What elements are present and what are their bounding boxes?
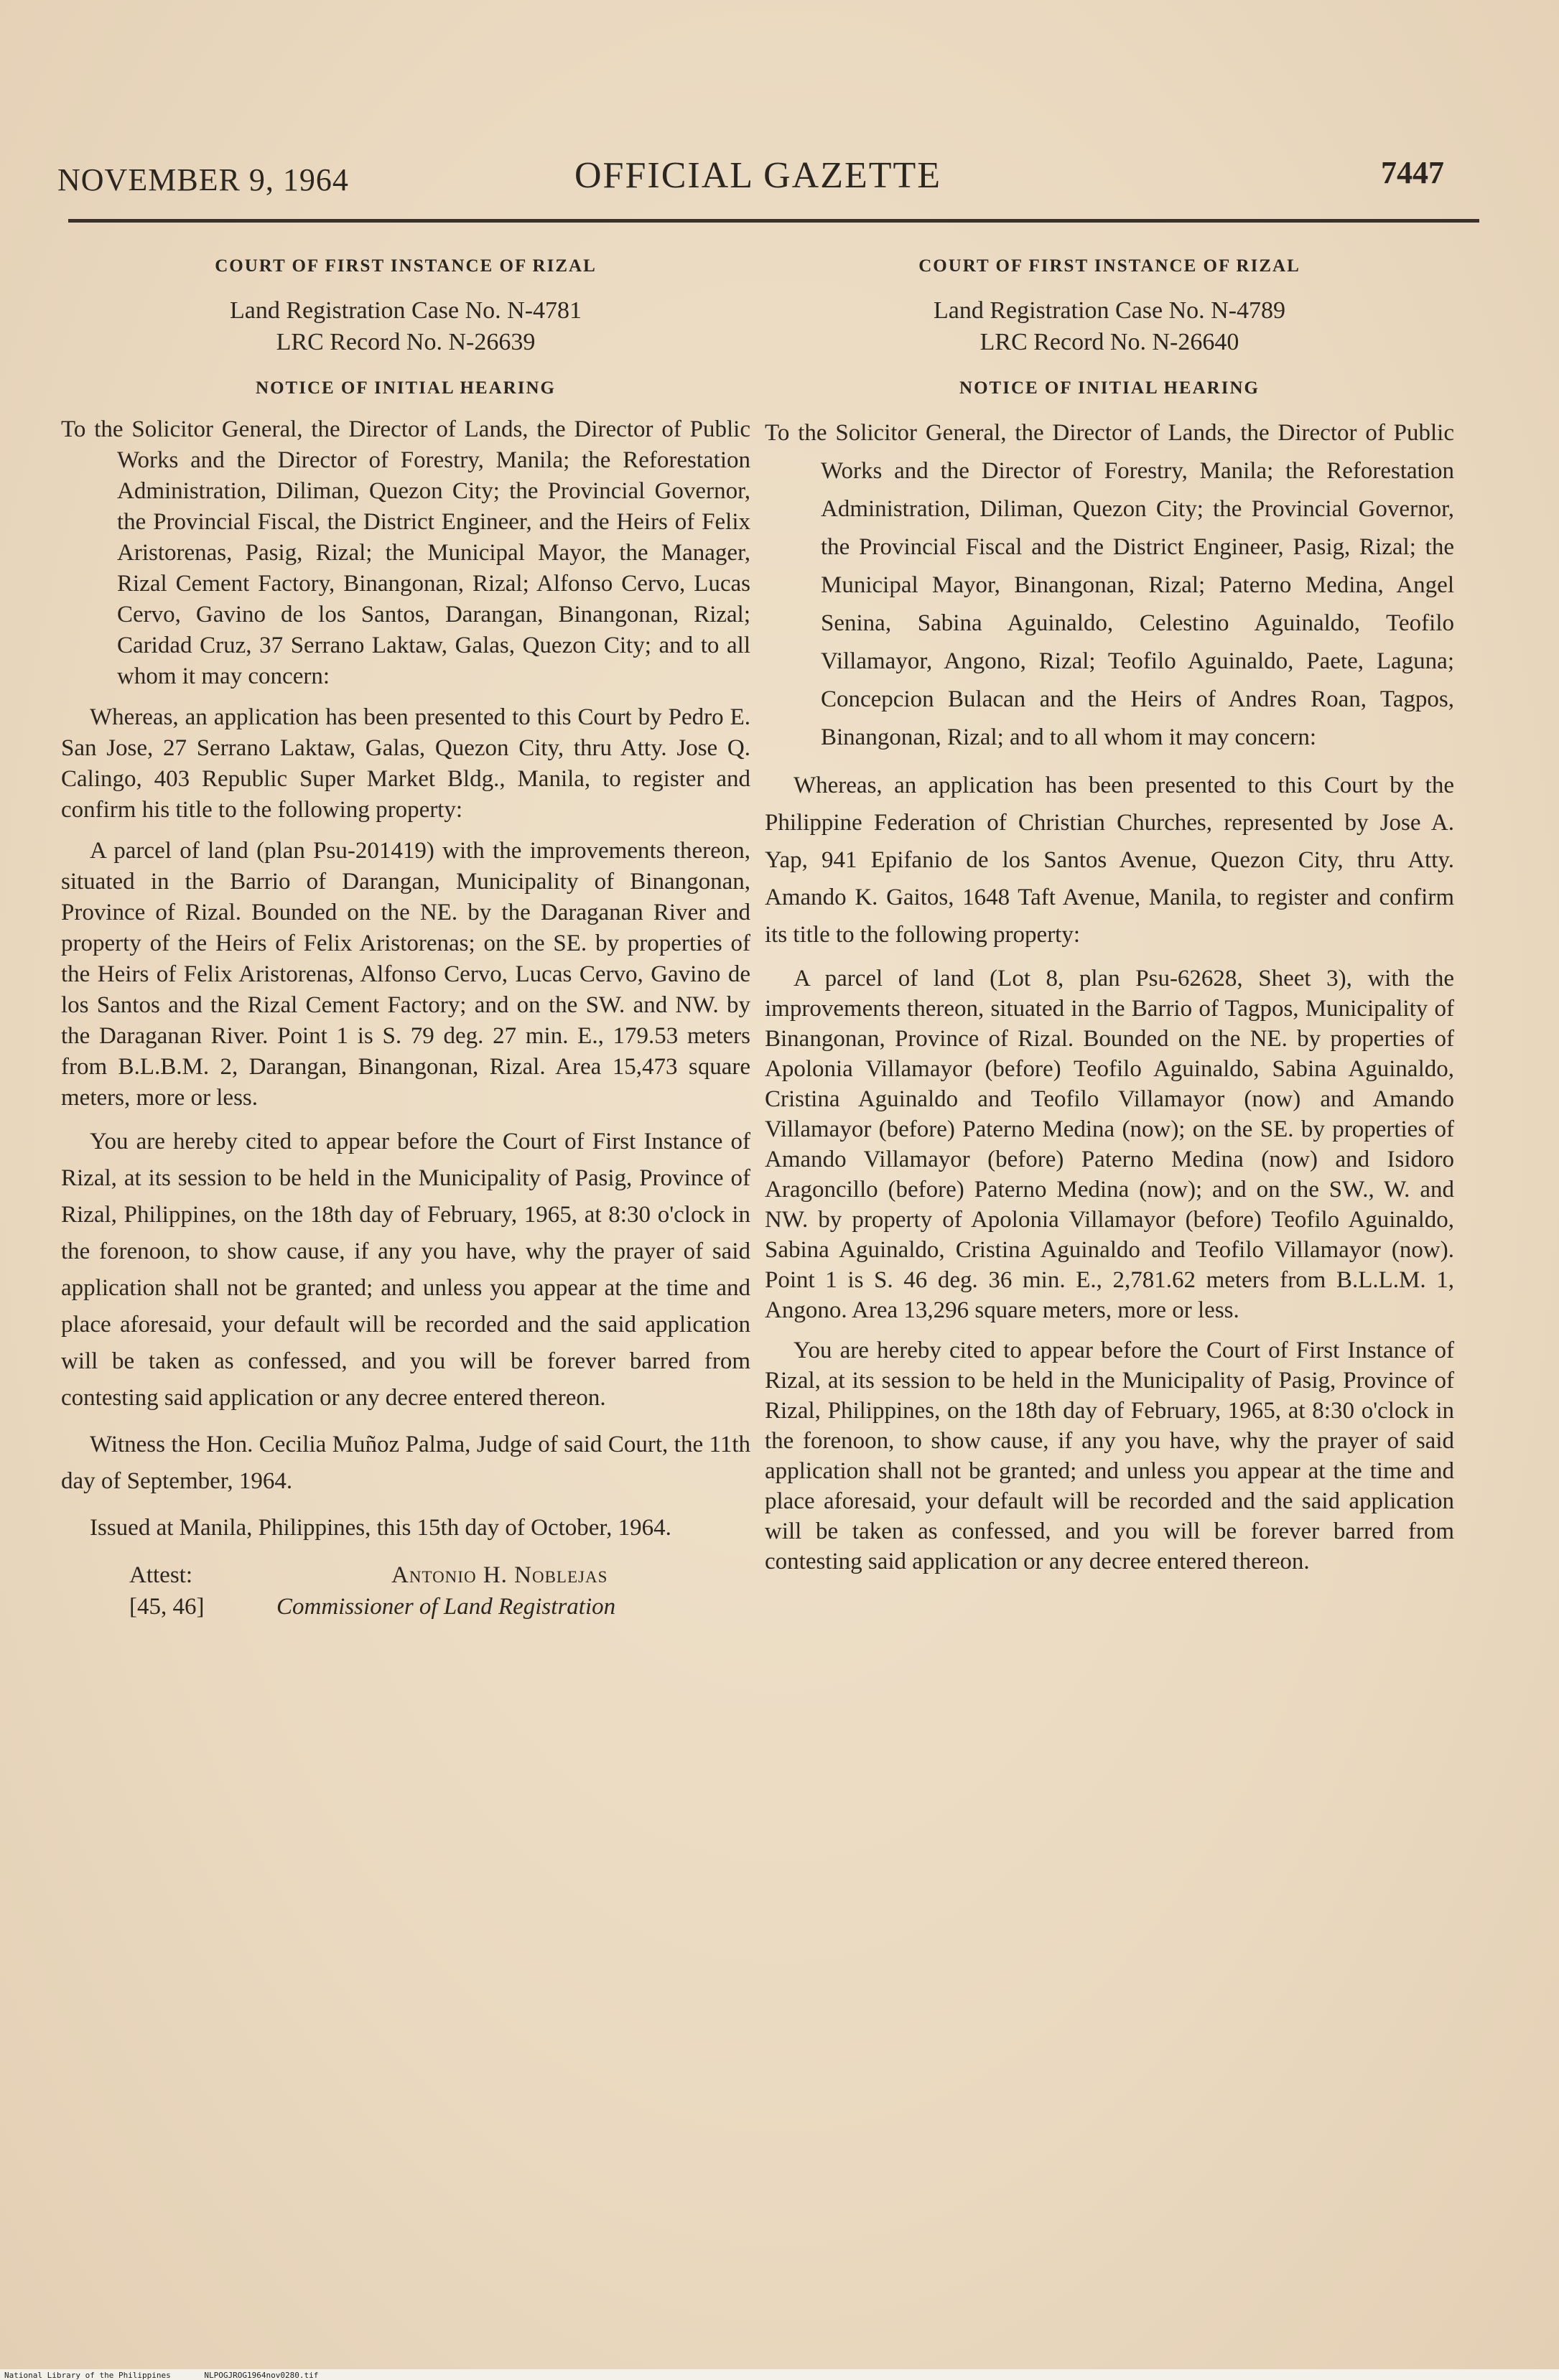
right-case-number: Land Registration Case No. N-4789: [933, 297, 1286, 324]
left-witness-paragraph: Witness the Hon. Cecilia Muñoz Palma, Judge of said Court, the 11th day of September, 1964.: [61, 1432, 750, 1494]
left-issued-paragraph: Issued at Manila, Philippines, this 15th day of October, 1964.: [90, 1515, 671, 1541]
footer-file: NLPOGJROG1964nov0280.tif: [204, 2371, 319, 2380]
left-court-heading: COURT OF FIRST INSTANCE OF RIZAL: [215, 256, 597, 276]
right-addressee: To the Solicitor General, the Director of Lands, the Director of Public Works and the Director of Forestry, Manila; the Reforestation Administration, Diliman, Quezon City; the Provincial Governor, the Provincial Fiscal and the District Engineer, Pasig, Rizal; the Municipal Mayor, Binangonan, Rizal; Paterno Medina, Angel Senina, Sabina Aguinaldo, Celestino Aguinaldo, Teofilo Villamayor, Angono, Rizal; Teofilo Aguinaldo, Paete, Laguna; Concepcion Bulacan and the Heirs of Andres Roan, Tagpos, Binangonan, Rizal; and to all whom it may concern:: [765, 420, 1454, 750]
page-header: [57, 154, 1444, 197]
right-record-number: LRC Record No. N-26640: [979, 329, 1239, 355]
scan-footer: [4, 2371, 347, 2380]
right-court-heading: COURT OF FIRST INSTANCE OF RIZAL: [918, 256, 1300, 276]
right-whereas-paragraph: Whereas, an application has been presented to this Court by the Philippine Federation of Christian Churches, represented by Jose A. Yap, 941 Epifanio de los Santos Avenue, Quezon City, thru Atty. Amando K. Gaitos, 1648 Taft Avenue, Manila, to register and confirm its title to the following property:: [765, 773, 1454, 948]
left-notice-heading: NOTICE OF INITIAL HEARING: [256, 378, 556, 398]
right-parcel-paragraph: A parcel of land (Lot 8, plan Psu-62628, Sheet 3), with the improvements thereon, situated in the Barrio of Tagpos, Municipality of Binangonan, Province of Rizal. Bounded on the NE. by properties of Apolonia Villamayor (before) Teofilo Aguinaldo, Sabina Aguinaldo, Cristina Aguinaldo and Teofilo Villamayor (now) and Amando Villamayor (before) Paterno Medina (now); on the SE. by properties of Amando Villamayor (before) Paterno Medina (now) and Isidoro Aragoncillo (before) Paterno Medina (now); and on the SW., W. and NW. by property of Apolonia Villamayor (before) Teofilo Aguinaldo, Sabina Aguinaldo, Cristina Aguinaldo and Teofilo Villamayor (now). Point 1 is S. 46 deg. 36 min. E., 2,781.62 meters from B.L.L.M. 1, Angono. Area 13,296 square meters, more or less.: [765, 966, 1454, 1323]
issue-reference: [45, 46]: [129, 1594, 205, 1620]
header-date: NOVEMBER 9, 1964: [57, 162, 349, 197]
footer-source: National Library of the Philippines: [4, 2371, 171, 2380]
left-attestation: [61, 1559, 750, 1631]
left-parcel-paragraph: A parcel of land (plan Psu-201419) with the improvements thereon, situated in the Barrio of Darangan, Municipality of Binangonan, Province of Rizal. Bounded on the NE. by the Daraganan River and property of the Heirs of Felix Aristorenas; on the SE. by properties of the Heirs of Felix Aristorenas, Alfonso Cervo, Lucas Cervo, Gavino de los Santos and the Rizal Cement Factory; and on the SW. and NW. by the Daraganan River. Point 1 is S. 79 deg. 27 min. E., 179.53 meters from B.L.B.M. 2, Darangan, Binangonan, Rizal. Area 15,473 square meters, more or less.: [61, 838, 750, 1111]
left-column: [61, 248, 750, 1631]
right-cited-paragraph: You are hereby cited to appear before the Court of First Instance of Rizal, at its session to be held in the Municipality of Pasig, Province of Rizal, Philippines, on the 18th day of February, 1965, at 8:30 o'clock in the forenoon, to show cause, if any you have, why the prayer of said application shall not be granted; and unless you appear at the time and place aforesaid, your default will be recorded and the said application will be taken as confessed, and you will be forever barred from contesting said application or any decree entered thereon.: [765, 1338, 1454, 1574]
left-case-number: Land Registration Case No. N-4781: [229, 297, 582, 324]
header-rule: [68, 219, 1479, 223]
right-notice-heading: NOTICE OF INITIAL HEARING: [959, 378, 1260, 398]
left-addressee: To the Solicitor General, the Director of Lands, the Director of Public Works and the Director of Forestry, Manila; the Reforestation Administration, Diliman, Quezon City; the Provincial Governor, the Provincial Fiscal, the District Engineer, and the Heirs of Felix Aristorenas, Pasig, Rizal; the Municipal Mayor, the Manager, Rizal Cement Factory, Binangonan, Rizal; Alfonso Cervo, Lucas Cervo, Gavino de los Santos, Darangan, Binangonan, Rizal; Caridad Cruz, 37 Serrano Laktaw, Galas, Quezon City; and to all whom it may concern:: [61, 416, 750, 689]
header-page-number: 7447: [1381, 155, 1444, 190]
left-cited-paragraph: You are hereby cited to appear before the Court of First Instance of Rizal, at its session to be held in the Municipality of Pasig, Province of Rizal, Philippines, on the 18th day of February, 1965, at 8:30 o'clock in the forenoon, to show cause, if any you have, why the prayer of said application shall not be granted; and unless you appear at the time and place aforesaid, your default will be recorded and the said application will be taken as confessed, and you will be forever barred from contesting said application or any decree entered thereon.: [61, 1129, 750, 1411]
right-column: [765, 248, 1454, 1577]
header-title: OFFICIAL GAZETTE: [574, 155, 942, 196]
signatory-title: Commissioner of Land Registration: [276, 1594, 616, 1620]
left-record-number: LRC Record No. N-26639: [276, 329, 536, 355]
attest-label: Attest:: [129, 1562, 192, 1588]
left-whereas-paragraph: Whereas, an application has been presented to this Court by Pedro E. San Jose, 27 Serrano Laktaw, Galas, Quezon City, thru Atty. Jose Q. Calingo, 403 Republic Super Market Bldg., Manila, to register and confirm his title to the following property:: [61, 704, 750, 823]
signatory-name: Antonio H. Noblejas: [391, 1562, 608, 1588]
